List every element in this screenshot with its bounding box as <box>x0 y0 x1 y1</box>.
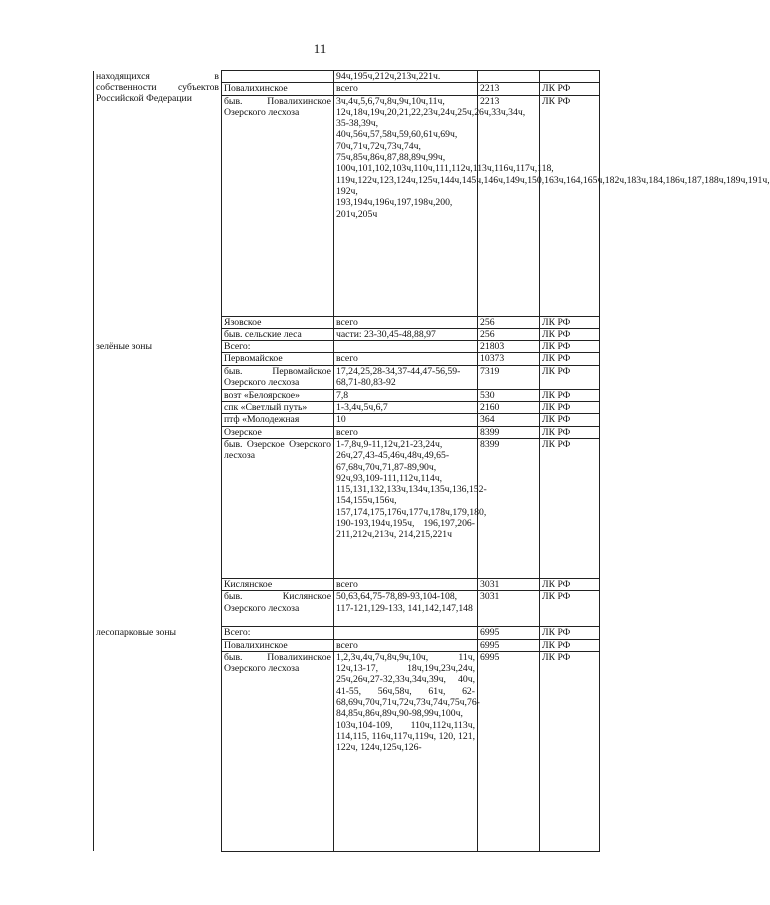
quarters-cell: 17,24,25,28-34,37-44,47-56,59-68,71-80,83-92 <box>334 365 478 389</box>
quarters-cell: 1,2,3ч,4ч,7ч,8ч,9ч,10ч, 11ч, 12ч,13-17, 18ч,19ч,23ч,24ч, 25ч,26ч,27-32,33ч,34ч,39ч, 40ч, 41-55, 56ч,58ч, 61ч, 62-68,69ч,70ч,71ч,72ч,73ч,74ч,75ч,76-84,85ч,86ч,89ч,90-98,99ч,100ч, 103ч,104-109, 110ч,112ч,113ч, 114,115, 116ч,117ч,119ч, 120, 121, 122ч, 124ч,125ч,126- <box>334 651 478 851</box>
category-cell: находящихся в собственности субъектов Российской Федерации <box>94 71 222 341</box>
quarters-cell: 94ч,195ч,212ч,213ч,221ч. <box>334 71 478 83</box>
table-row <box>94 341 600 353</box>
basis-cell: ЛК РФ <box>540 95 600 316</box>
area-cell: 530 <box>478 389 540 401</box>
table-row <box>94 71 600 83</box>
area-cell: 6995 <box>478 627 540 639</box>
quarters-cell: всего <box>334 426 478 438</box>
area-cell: 21803 <box>478 341 540 353</box>
name-cell: Первомайское <box>222 353 334 365</box>
table-body <box>94 70 770 852</box>
basis-cell: ЛК РФ <box>540 316 600 328</box>
quarters-cell: всего <box>334 316 478 328</box>
basis-cell: ЛК РФ <box>540 365 600 389</box>
name-cell: птф «Молодежная <box>222 414 334 426</box>
basis-cell: ЛК РФ <box>540 591 600 627</box>
basis-cell: ЛК РФ <box>540 627 600 639</box>
area-cell: 256 <box>478 328 540 340</box>
name-cell <box>222 71 334 83</box>
area-cell: 3031 <box>478 591 540 627</box>
quarters-cell: 3ч,4ч,5,6,7ч,8ч,9ч,10ч,11ч, 12ч,18ч,19ч,20,21,22,23ч,24ч,25ч,26ч,33ч,34ч, 35-38,39ч, 40ч,56ч,57,58ч,59,60,61ч,69ч, 70ч,71ч,72ч,73ч,74ч, 75ч,85ч,86ч,87,88,89ч,99ч, 100ч,101,102,103ч,110ч,111,112ч,113ч,116ч,117ч,118, 119ч,122ч,123,124ч,125ч,144ч,145ч,146ч,149ч,150,163ч,164,165ч,182ч,183ч,184,186ч,187,188ч,189ч,191ч, 192ч, 193,194ч,196ч,197,198ч,200, 201ч,205ч <box>334 95 478 316</box>
quarters-cell: 50,63,64,75-78,89-93,104-108, 117-121,129-133, 141,142,147,148 <box>334 591 478 627</box>
basis-cell: ЛК РФ <box>540 402 600 414</box>
name-cell: быв. Повалихинское Озерского лесхоза <box>222 95 334 316</box>
quarters-cell <box>334 627 478 639</box>
name-cell: быв. Первомайское Озерского лесхоза <box>222 365 334 389</box>
area-cell <box>478 71 540 83</box>
name-cell: Язовское <box>222 316 334 328</box>
name-cell: Всего: <box>222 627 334 639</box>
quarters-cell: всего <box>334 578 478 590</box>
area-cell: 6995 <box>478 639 540 651</box>
quarters-cell: всего <box>334 639 478 651</box>
area-cell: 6995 <box>478 651 540 851</box>
area-cell: 2213 <box>478 95 540 316</box>
area-cell: 256 <box>478 316 540 328</box>
page-number: 11 <box>313 41 327 56</box>
basis-cell: ЛК РФ <box>540 578 600 590</box>
area-cell: 8399 <box>478 438 540 578</box>
category-cell: лесопарковые зоны <box>94 627 222 852</box>
category-cell: зелёные зоны <box>94 341 222 627</box>
area-cell: 10373 <box>478 353 540 365</box>
area-cell: 364 <box>478 414 540 426</box>
quarters-cell: части: 23-30,45-48,88,97 <box>334 328 478 340</box>
area-cell: 2213 <box>478 83 540 95</box>
basis-cell: ЛК РФ <box>540 639 600 651</box>
basis-cell: ЛК РФ <box>540 389 600 401</box>
quarters-cell: 1-7,8ч,9-11,12ч,21-23,24ч, 26ч,27,43-45,46ч,48ч,49,65-67,68ч,70ч,71,87-89,90ч, 92ч,93,109-111,112ч,114ч, 115,131,132,133ч,134ч,135ч,136,152-154,155ч,156ч, 157,174,175,176ч,177ч,178ч,179,180, 190-193,194ч,195ч, 196,197,206-211,212ч,213ч, 214,215,221ч <box>334 438 478 578</box>
name-cell: быв. Повалихинское Озерского лесхоза <box>222 651 334 851</box>
name-cell: быв. сельские леса <box>222 328 334 340</box>
basis-cell <box>540 71 600 83</box>
name-cell: быв. Кислянское Озерского лесхоза <box>222 591 334 627</box>
quarters-cell: 1-3,4ч,5ч,6,7 <box>334 402 478 414</box>
basis-cell: ЛК РФ <box>540 341 600 353</box>
name-cell: возт «Белоярское» <box>222 389 334 401</box>
basis-cell: ЛК РФ <box>540 414 600 426</box>
forest-zones-table <box>93 70 770 852</box>
quarters-cell <box>334 341 478 353</box>
name-cell: спк «Светлый путь» <box>222 402 334 414</box>
basis-cell: ЛК РФ <box>540 328 600 340</box>
name-cell: Кислянское <box>222 578 334 590</box>
name-cell: быв. Озерское Озерского лесхоза <box>222 438 334 578</box>
name-cell: Повалихинское <box>222 639 334 651</box>
quarters-cell: 10 <box>334 414 478 426</box>
name-cell: Всего: <box>222 341 334 353</box>
basis-cell: ЛК РФ <box>540 426 600 438</box>
basis-cell: ЛК РФ <box>540 651 600 851</box>
name-cell: Озерское <box>222 426 334 438</box>
basis-cell: ЛК РФ <box>540 353 600 365</box>
area-cell: 8399 <box>478 426 540 438</box>
quarters-cell: 7,8 <box>334 389 478 401</box>
quarters-cell: всего <box>334 353 478 365</box>
area-cell: 3031 <box>478 578 540 590</box>
area-cell: 7319 <box>478 365 540 389</box>
table-row <box>94 627 600 639</box>
quarters-cell: всего <box>334 83 478 95</box>
name-cell: Повалихинское <box>222 83 334 95</box>
area-cell: 2160 <box>478 402 540 414</box>
basis-cell: ЛК РФ <box>540 438 600 578</box>
basis-cell: ЛК РФ <box>540 83 600 95</box>
